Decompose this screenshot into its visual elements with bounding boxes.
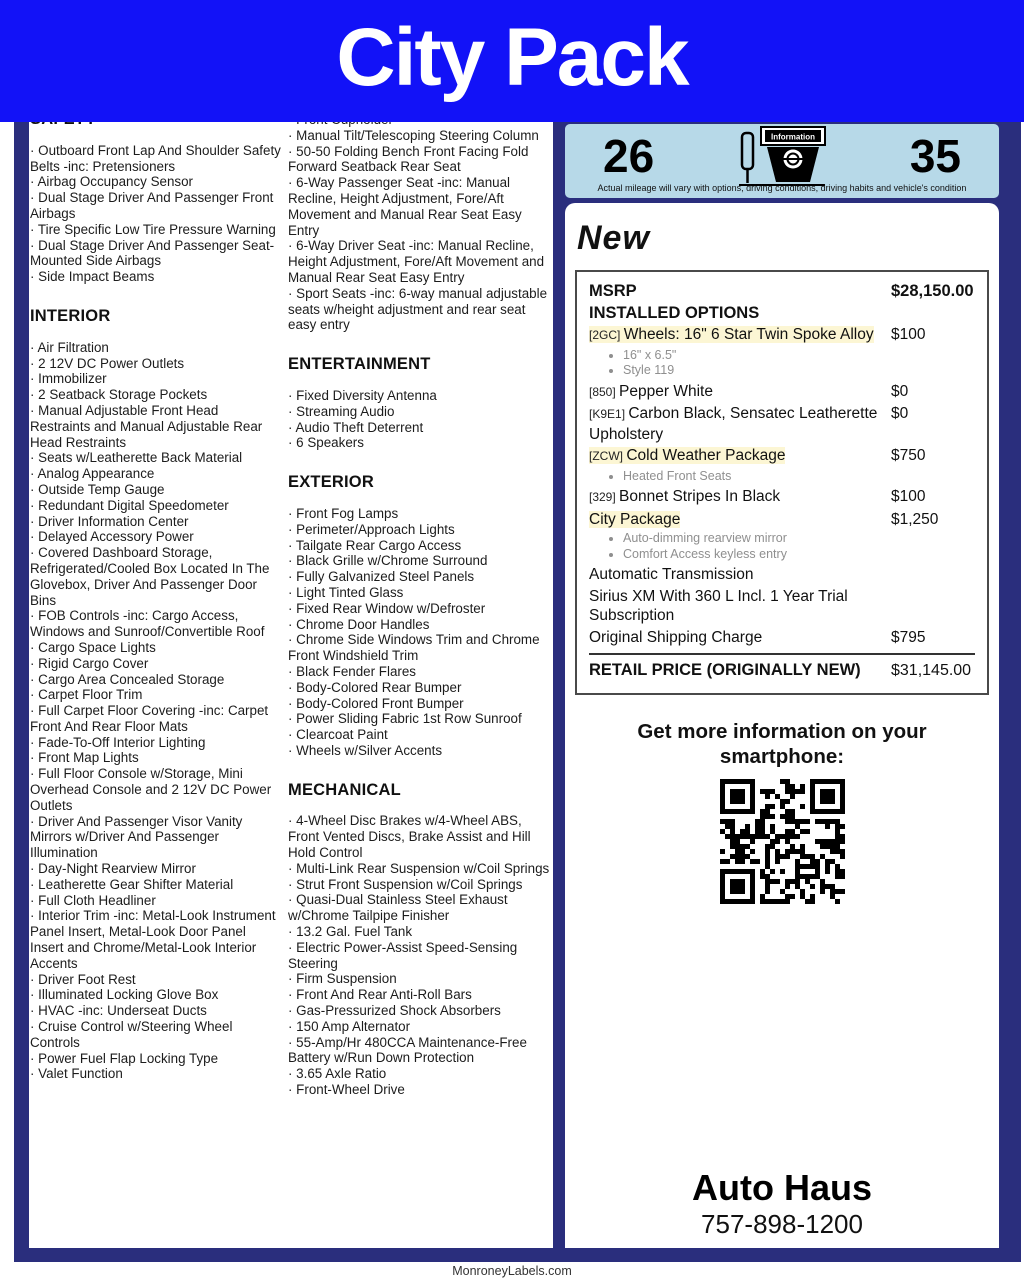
frame-right-border <box>1007 0 1021 1262</box>
feature-item: · Tailgate Rear Cargo Access <box>288 537 462 553</box>
mileage-disclaimer: Actual mileage will vary with options, driving conditions, driving habits and vehicle's condition <box>597 183 967 193</box>
feature-item: · Driver Foot Rest <box>30 971 136 987</box>
option-price: $100 <box>891 488 926 505</box>
feature-item: · Perimeter/Approach Lights <box>288 521 455 537</box>
option-row <box>589 565 975 585</box>
retail-price-row <box>589 653 975 681</box>
feature-item: · Illuminated Locking Glove Box <box>30 987 219 1003</box>
feature-item: · Covered Dashboard Storage, Refrigerated/Cooled Box Located In The Glovebox, Driver And Passenger Door Bins <box>30 545 270 608</box>
feature-item: · Dual Stage Driver And Passenger Seat-Mounted Side Airbags <box>30 237 275 269</box>
option-code: [850] <box>589 384 620 399</box>
feature-item: · Tire Specific Low Tire Pressure Warning <box>30 221 276 237</box>
feature-item: · Fixed Diversity Antenna <box>288 387 437 403</box>
pricing-card <box>565 203 999 1248</box>
feature-item: · Day-Night Rearview Mirror <box>30 861 196 877</box>
feature-item: · Full Floor Console w/Storage, Mini Overhead Console and 2 12V DC Power Outlets <box>30 766 272 813</box>
feature-item: · Sport Seats -inc: 6-way manual adjustable seats w/height adjustment and rear seat easy entry <box>288 285 548 333</box>
msrp-value: $28,150.00 <box>891 282 974 300</box>
frame-bottom-border <box>14 1248 1021 1262</box>
feature-item: · 50-50 Folding Bench Front Facing Fold Forward Seatback Rear Seat <box>288 143 529 175</box>
feature-item: · Power Sliding Fabric 1st Row Sunroof <box>288 711 522 727</box>
feature-item: · Analog Appearance <box>30 466 155 482</box>
feature-item: · Interior Trim -inc: Metal-Look Instrument Panel Insert, Metal-Look Door Panel Insert and Chrome/Metal-Look Interior Accents <box>30 908 276 971</box>
feature-item: · Body-Colored Rear Bumper <box>288 679 462 695</box>
installed-options-label: INSTALLED OPTIONS <box>589 303 760 322</box>
feature-item: · 4-Wheel Disc Brakes w/4-Wheel ABS, Front Vented Discs, Brake Assist and Hill Hold Control <box>288 813 531 861</box>
option-name: [2GC] Wheels: 16" 6 Star Twin Spoke Alloy <box>589 326 874 343</box>
option-name: Original Shipping Charge <box>589 628 763 646</box>
option-sub-details <box>589 348 975 379</box>
feature-item: · Chrome Side Windows Trim and Chrome Front Windshield Trim <box>288 632 540 664</box>
footer-site: MonroneyLabels.com <box>452 1264 572 1278</box>
feature-item: · Multi-Link Rear Suspension w/Coil Springs <box>288 860 550 876</box>
feature-item: · Body-Colored Front Bumper <box>288 695 464 711</box>
features-column-middle <box>288 112 550 1098</box>
option-name: [329] Bonnet Stripes In Black <box>589 488 781 505</box>
feature-item: · Wheels w/Silver Accents <box>288 742 443 758</box>
feature-item: · Side Impact Beams <box>30 269 155 285</box>
feature-item: · Quasi-Dual Stainless Steel Exhaust w/Chrome Tailpipe Finisher <box>288 892 508 924</box>
feature-item: · Fixed Rear Window w/Defroster <box>288 600 486 616</box>
section-heading: EXTERIOR <box>288 473 374 492</box>
highway-mpg-value: 35 <box>909 130 961 182</box>
feature-item: · Driver Information Center <box>30 513 189 529</box>
feature-section <box>288 112 550 333</box>
feature-item: · Black Grille w/Chrome Surround <box>288 553 488 569</box>
feature-item: · Chrome Door Handles <box>288 616 430 632</box>
option-row <box>589 325 975 346</box>
feature-item: · 6-Way Driver Seat -inc: Manual Recline, Height Adjustment, Fore/Aft Movement and Manual Rear Seat Easy Entry <box>288 238 545 285</box>
feature-item: · 6-Way Passenger Seat -inc: Manual Recline, Height Adjustment, Fore/Aft Movement and Manual Rear Seat Easy Entry <box>288 175 522 238</box>
feature-item: · Light Tinted Glass <box>288 584 404 600</box>
feature-item: · 150 Amp Alternator <box>288 1018 411 1034</box>
retail-price-value: $31,145.00 <box>891 662 972 679</box>
feature-item: · Power Fuel Flap Locking Type <box>30 1050 219 1066</box>
feature-item: · 6 Speakers <box>288 435 364 451</box>
feature-item: · Cargo Space Lights <box>30 639 156 655</box>
option-code: [2GC] <box>589 328 624 342</box>
feature-section <box>30 306 282 1082</box>
option-code: [K9E1] <box>589 407 629 421</box>
option-sub-item: • Comfort Access keyless entry <box>623 547 975 563</box>
option-row <box>589 587 975 626</box>
pricing-box <box>575 270 989 695</box>
feature-item: · Fade-To-Off Interior Lighting <box>30 734 206 750</box>
right-panel <box>557 110 1007 1248</box>
feature-item: · Fully Galvanized Steel Panels <box>288 569 475 585</box>
feature-item: · Front Fog Lamps <box>288 505 399 521</box>
option-sub-details <box>589 469 975 485</box>
option-sub-item: • Auto-dimming rearview mirror <box>623 531 975 547</box>
feature-item: · Redundant Digital Speedometer <box>30 497 229 513</box>
option-price: $100 <box>891 326 926 343</box>
option-price: $0 <box>891 405 909 422</box>
feature-item: · Leatherette Gear Shifter Material <box>30 876 234 892</box>
feature-item: · Audio Theft Deterrent <box>288 419 424 435</box>
section-heading: INTERIOR <box>30 306 111 325</box>
option-price: $750 <box>891 447 926 464</box>
option-name: [850] Pepper White <box>589 382 713 400</box>
option-sub-item: • 16" x 6.5" <box>623 348 975 364</box>
feature-item: · Full Carpet Floor Covering -inc: Carpet Front And Rear Floor Mats <box>30 703 269 734</box>
feature-item: · Clearcoat Paint <box>288 727 388 743</box>
banner <box>0 0 1024 122</box>
banner-title: City Pack <box>336 12 688 103</box>
feature-item: · Front And Rear Anti-Roll Bars <box>288 987 472 1003</box>
dealer-block <box>565 1167 999 1240</box>
feature-item: · 55-Amp/Hr 480CCA Maintenance-Free Battery w/Run Down Protection <box>288 1034 527 1066</box>
section-heading: MECHANICAL <box>288 780 401 799</box>
feature-item: · 3.65 Axle Ratio <box>288 1066 387 1082</box>
features-column-left <box>30 112 282 1082</box>
feature-item: · Electric Power-Assist Speed-Sensing Steering <box>288 939 518 971</box>
option-sub-details <box>589 531 975 562</box>
feature-item: · Gas-Pressurized Shock Absorbers <box>288 1003 501 1019</box>
feature-item: · 2 Seatback Storage Pockets <box>30 387 208 403</box>
feature-item: · 13.2 Gal. Fuel Tank <box>288 924 413 940</box>
dealer-phone: 757-898-1200 <box>701 1208 863 1239</box>
option-code: [329] <box>589 490 620 504</box>
feature-item: · Driver And Passenger Visor Vanity Mirrors w/Driver And Passenger Illumination <box>30 813 243 861</box>
feature-section <box>288 475 550 759</box>
feature-item: · Outboard Front Lap And Shoulder Safety Belts -inc: Pretensioners <box>30 142 281 174</box>
feature-item: · Valet Function <box>30 1066 123 1082</box>
frame-left-border <box>14 0 29 1262</box>
option-name: City Package <box>589 510 681 528</box>
options-list <box>589 325 975 647</box>
feature-item: · Black Fender Flares <box>288 663 416 679</box>
option-sub-item: • Style 119 <box>623 363 975 379</box>
feature-item: · 2 12V DC Power Outlets <box>30 355 185 371</box>
feature-item: · Immobilizer <box>30 371 107 387</box>
feature-item: · Cruise Control w/Steering Wheel Controls <box>30 1019 233 1050</box>
condition-label: New <box>577 219 650 257</box>
option-row <box>589 510 975 530</box>
option-sub-item: • Heated Front Seats <box>623 469 975 485</box>
section-heading: ENTERTAINMENT <box>288 355 431 374</box>
option-name: [ZCW] Cold Weather Package <box>589 447 786 464</box>
smartphone-heading: Get more information on your smartphone: <box>637 719 927 768</box>
option-name: [K9E1] Carbon Black, Sensatec Leatherette Upholstery <box>589 405 878 443</box>
fuel-economy-box <box>565 124 999 198</box>
city-mpg-value: 26 <box>603 130 655 182</box>
feature-section <box>30 112 282 285</box>
feature-item: · Front-Wheel Drive <box>288 1082 405 1098</box>
option-price: $795 <box>891 628 926 646</box>
qr-code <box>720 779 845 909</box>
feature-item: · Full Cloth Headliner <box>30 892 156 908</box>
msrp-row <box>589 282 975 302</box>
feature-item: · Rigid Cargo Cover <box>30 655 149 671</box>
option-row <box>589 487 975 508</box>
option-row <box>589 446 975 467</box>
option-price: $1,250 <box>891 510 939 528</box>
feature-item: · Dual Stage Driver And Passenger Front Airbags <box>30 190 274 221</box>
feature-item: · HVAC -inc: Underseat Ducts <box>30 1003 207 1019</box>
feature-item: · Firm Suspension <box>288 971 397 987</box>
feature-item: · FOB Controls -inc: Cargo Access, Windows and Sunroof/Convertible Roof <box>30 608 265 640</box>
feature-item: · Delayed Accessory Power <box>30 529 194 545</box>
option-price: $0 <box>891 382 909 400</box>
option-row <box>589 382 975 403</box>
pump-information-label: Information <box>771 132 815 142</box>
installed-options-row <box>589 304 975 324</box>
option-name: Automatic Transmission <box>589 566 754 583</box>
feature-item: · Cargo Area Concealed Storage <box>30 671 225 687</box>
option-row <box>589 628 975 648</box>
dealer-name: Auto Haus <box>692 1167 872 1209</box>
option-code: [ZCW] <box>589 449 627 463</box>
feature-item: · Manual Adjustable Front Head Restraints and Manual Adjustable Rear Head Restraints <box>30 402 263 450</box>
retail-price-label: RETAIL PRICE (ORIGINALLY NEW) <box>589 661 861 679</box>
msrp-label: MSRP <box>589 282 637 300</box>
feature-item: · Strut Front Suspension w/Coil Springs <box>288 876 523 892</box>
feature-item: · Manual Tilt/Telescoping Steering Column <box>288 127 539 143</box>
feature-section <box>288 357 550 451</box>
feature-item: · Air Filtration <box>30 339 109 355</box>
feature-item: · Seats w/Leatherette Back Material <box>30 450 243 466</box>
feature-item: · Outside Temp Gauge <box>30 481 165 497</box>
option-name: Sirius XM With 360 L Incl. 1 Year Trial Subscription <box>589 587 848 624</box>
feature-section <box>288 780 550 1098</box>
feature-item: · Front Map Lights <box>30 750 139 766</box>
feature-item: · Airbag Occupancy Sensor <box>30 174 194 190</box>
option-row <box>589 404 975 444</box>
feature-item: · Streaming Audio <box>288 403 395 419</box>
feature-item: · Carpet Floor Trim <box>30 687 143 703</box>
